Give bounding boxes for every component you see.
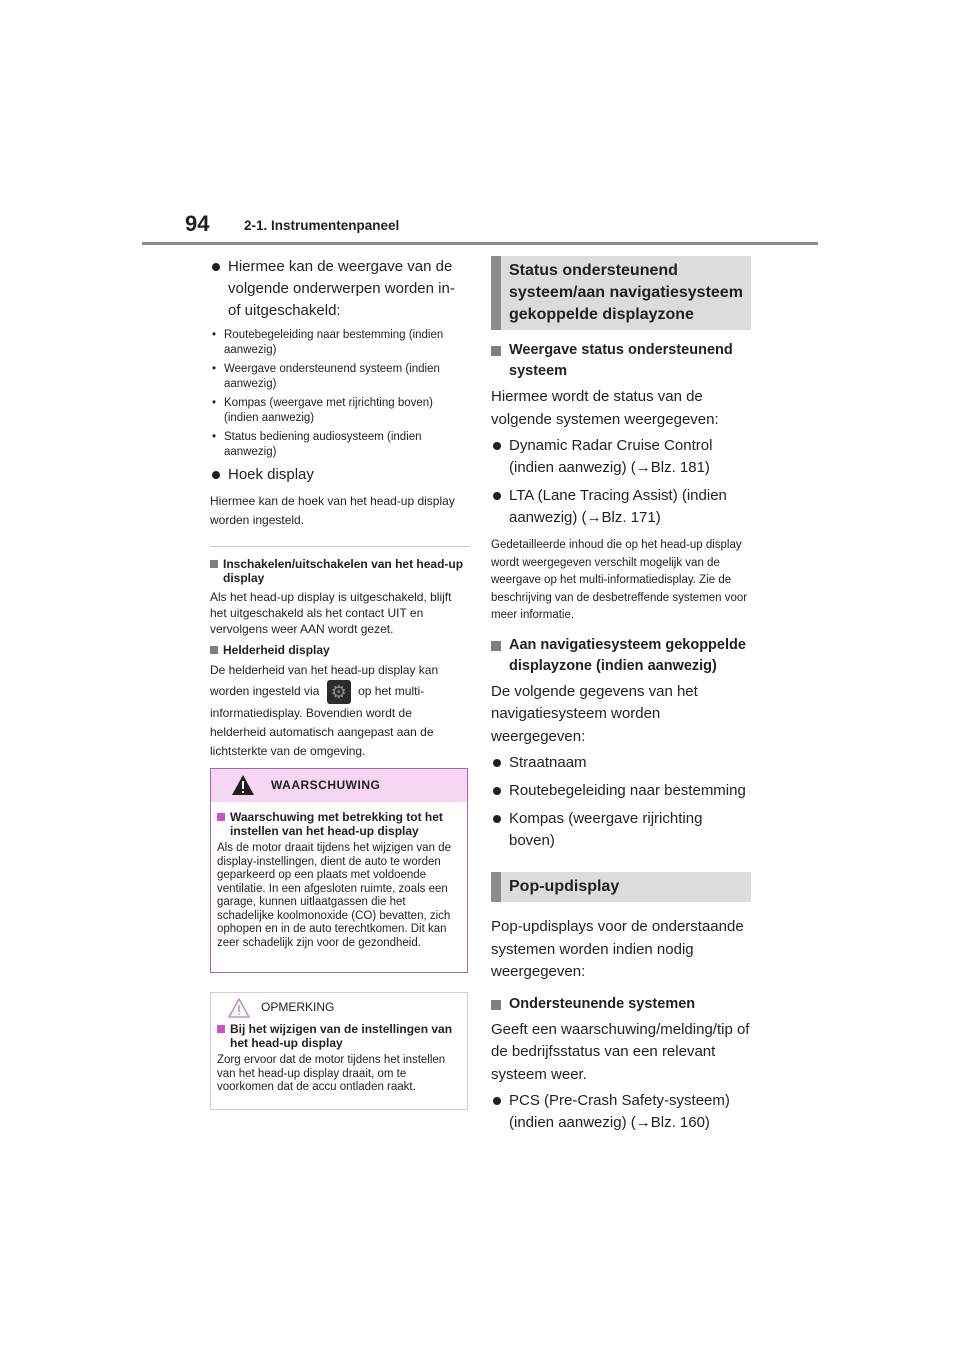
settings-gear-icon: [327, 680, 351, 704]
section-popup-display: Pop-updisplay: [491, 872, 751, 902]
detail-note: Gedetailleerde inhoud die op het head-up display wordt weergegeven verschilt mogelijk van de weergave op het multi-informatiedisplay. Zie de beschrijving van de desbetreffende systemen voor meer informatie.: [491, 539, 748, 621]
page-number: 94: [185, 211, 210, 236]
helderheid-text-b: op het multi-informatiedisplay. Bovendien wordt de helderheid automatisch aangepast aan de lichtsterkte van de omgeving.: [210, 684, 434, 758]
bullet-display-items: Hiermee kan de weergave van de volgende onderwerpen worden in- of uitgeschakeld:: [210, 256, 470, 322]
sub-item: • Status bediening audiosysteem (indien aanwezig): [210, 430, 470, 459]
heading-ondersteunende-systemen: Ondersteunende systemen: [491, 994, 751, 1015]
heading-inschakelen: Inschakelen/uitschakelen van het head-up display: [210, 557, 470, 585]
weergave-status-text: Hiermee wordt de status van de volgende systemen weergegeven:: [491, 388, 719, 428]
bullet-straatnaam: Straatnaam: [491, 752, 751, 774]
bullet-kompas: Kompas (weergave rijrichting boven): [491, 808, 751, 852]
divider: [210, 546, 470, 547]
warning-body: [211, 802, 467, 956]
note-box: [210, 992, 468, 1110]
heading-navigatie-zone: Aan navigatiesysteem gekoppelde displayzone (indien aanwezig): [491, 635, 751, 677]
note-body: [211, 1020, 467, 1101]
heading-helderheid: Helderheid display: [210, 643, 470, 657]
left-column: [210, 256, 470, 767]
warning-header: [211, 769, 467, 802]
caution-triangle-icon: [227, 997, 251, 1019]
bullet-lta: LTA (Lane Tracing Assist) (indien aanwezig) (→Blz. 171): [491, 485, 751, 529]
navigatie-zone-text: De volgende gegevens van het navigatiesysteem worden weergegeven:: [491, 682, 698, 745]
bullet-pcs: PCS (Pre-Crash Safety-systeem) (indien aanwezig) (→Blz. 160): [491, 1090, 751, 1134]
note-heading: Bij het wijzigen van de instellingen van het head-up display: [217, 1022, 461, 1050]
heading-weergave-status: Weergave status ondersteunend systeem: [491, 340, 751, 382]
helderheid-text-a: De helderheid van het head-up display kan worden ingesteld via: [210, 663, 439, 699]
warning-title: WAARSCHUWING: [271, 778, 381, 792]
header-divider: [142, 242, 818, 245]
note-text: Zorg ervoor dat de motor tijdens het instellen van het head-up display draait, om te voorkomen dat de accu ontladen raakt.: [217, 1054, 446, 1093]
bullet-routebegeleiding: Routebegeleiding naar bestemming: [491, 780, 751, 802]
warning-box: [210, 768, 468, 973]
ondersteunende-text: Geeft een waarschuwing/melding/tip of de bedrijfsstatus van een relevant systeem weer.: [491, 1020, 750, 1083]
right-column: [491, 256, 751, 1140]
sub-item: • Weergave ondersteunend systeem (indien aanwezig): [210, 362, 470, 391]
note-title: OPMERKING: [261, 1000, 335, 1014]
warning-triangle-icon: [231, 774, 255, 796]
hoek-description: Hiermee kan de hoek van het head-up display worden ingesteld.: [210, 494, 455, 527]
bullet-drcc: Dynamic Radar Cruise Control (indien aanwezig) (→Blz. 181): [491, 435, 751, 479]
sub-item: • Routebegeleiding naar bestemming (indien aanwezig): [210, 328, 470, 357]
inschakelen-text: Als het head-up display is uitgeschakeld, blijft het uitgeschakeld als het contact UIT en vervolgens weer AAN wordt gezet.: [210, 590, 452, 636]
warning-heading: Waarschuwing met betrekking tot het instellen van het head-up display: [217, 810, 461, 838]
note-header: [211, 993, 467, 1020]
chapter-title: 2-1. Instrumentenpaneel: [244, 218, 400, 233]
bullet-hoek-display: Hoek display: [210, 464, 470, 486]
warning-text: Als de motor draait tijdens het wijzigen van de display-instellingen, dient de auto te worden geparkeerd op een plaats met voldoende ventilatie. In een afgesloten ruimte, zoals een garage, kunnen uitlaatgassen die het schadelijke koolmonoxide (CO) bevatten, zich ophopen en in de auto terechtkomen. Dit kan zeer schadelijk zijn voor de gezondheid.: [217, 842, 451, 949]
sub-item: • Kompas (weergave met rijrichting boven) (indien aanwezig): [210, 396, 470, 425]
popup-text: Pop-updisplays voor de onderstaande systemen worden indien nodig weergegeven:: [491, 918, 744, 980]
section-status-navigatie: Status ondersteunend systeem/aan navigatiesysteem gekoppelde displayzone: [491, 256, 751, 330]
helderheid-text: [210, 661, 470, 761]
